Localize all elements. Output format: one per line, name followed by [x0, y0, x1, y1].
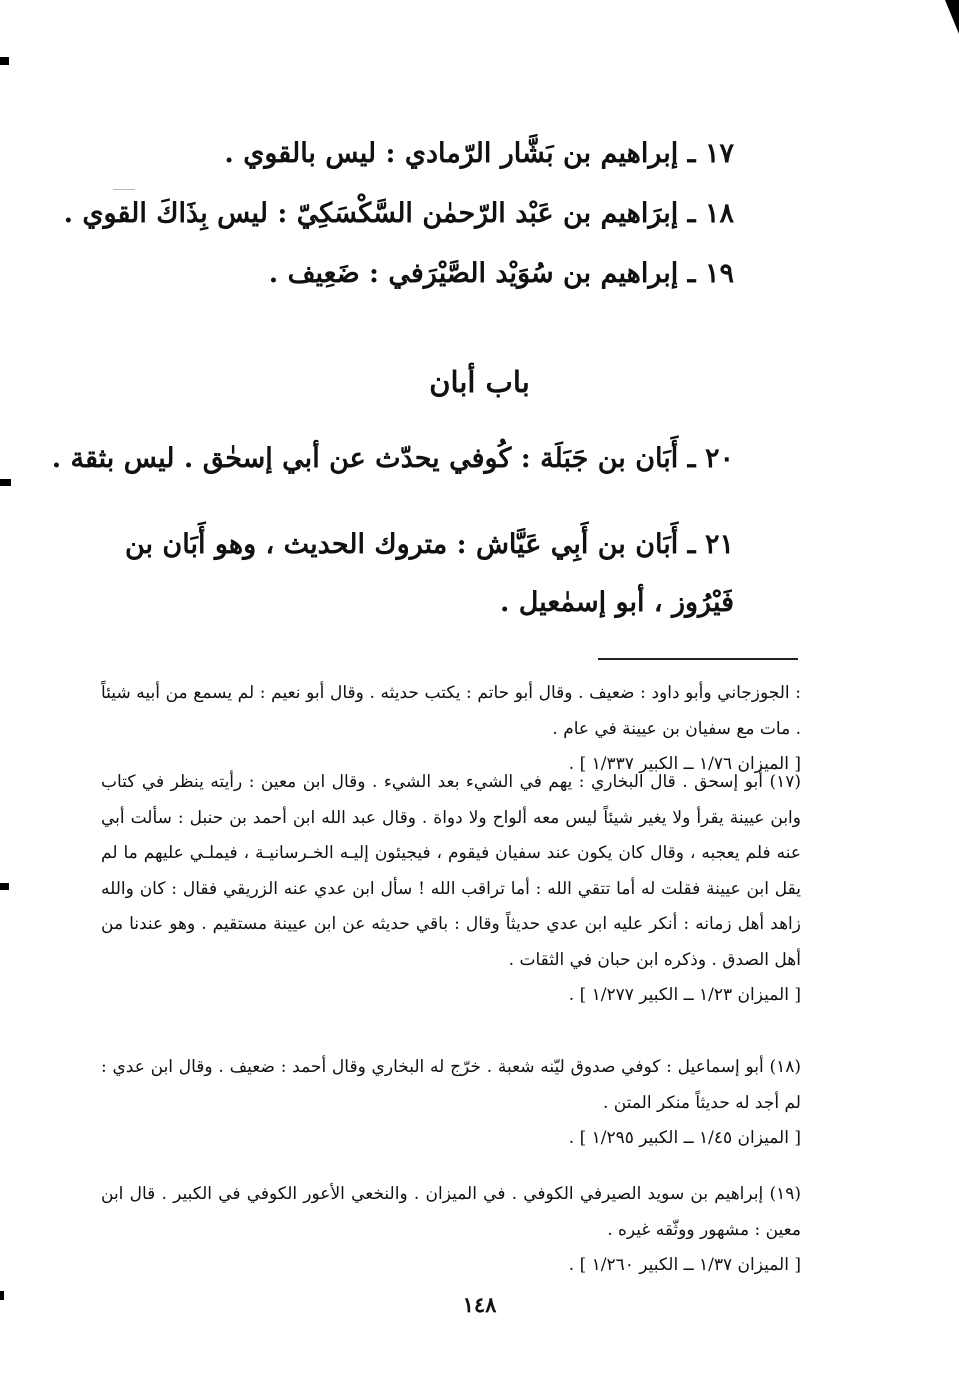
entry-21: ٢١ ـ أَبَان بن أَبِي عَيَّاش : متروك الحديث ، وهو أَبَان بن فَيْرُوز ، أبو إسمٰعيل . — [124, 529, 734, 618]
section-heading: باب أبان — [429, 365, 530, 399]
margin-mark — [0, 883, 9, 890]
margin-mark — [0, 57, 9, 65]
footnote-text: (١٨) أبو إسماعيل : كوفي صدوق ليّنه شعبة . خرّج له البخاري وقال أحمد : ضعيف . وقال ابن عدي : لم أجد له حديثاً منكر المتن . — [101, 1057, 801, 1113]
footnote-19 — [101, 1177, 801, 1284]
footnote-18 — [101, 1050, 801, 1157]
footnote-reference: [ الميزان ١/٤٥ ــ الكبير ١/٢٩٥ ] . — [568, 1128, 801, 1148]
footnote-text: (١٧) أبو إسحق . قال البخاري : يهم في الشيء بعد الشيء . وقال ابن معين : رأيته ينظر في كتاب وابن عيينة يقرأ ولا يغير شيئاً ليس معه ألواح ولا دواة . وقال عبد الله ابن أحمد بن حنبل : سألت أبي عنه فلم يعجبه ، وقال كان يكون عند سفيان فيقوم ، فيجيئون إليـه الخـرسانيـة ، فيملـي عليهم ما لم يقل ابن عيينة فقلت له أما تتقي الله : أما تراقب الله ! سأل ابن عدي عنه الزريقي فقال : كان والله زاهد أهل زمانه : أنكر عليه ابن عدي حديثاً وقال : باقي حديثه عن ابن عيينة مستقيم . وهو عندنا من أهل الصدق . وذكره ابن حبان في الثقات . — [101, 772, 801, 970]
corner-mark — [945, 0, 959, 34]
entry-17: ١٧ ـ إبراهيم بن بَشَّار الرّمادي : ليس بالقوي . — [224, 138, 734, 169]
entry-19: ١٩ ـ إبراهيم بن سُوَيْد الصَّيْرَفي : ضَعِيف . — [268, 258, 734, 289]
entry-18: ١٨ ـ إبرَاهيم بن عَبْد الرّحمٰن السَّكْسَكِيّ : ليس بِذَاكَ القوي . — [63, 198, 734, 229]
page-number: ١٤٨ — [462, 1292, 497, 1317]
footnote-reference: [ الميزان ١/٧٦ ــ الكبير ١/٣٣٧ ] . — [568, 754, 801, 774]
footnote-17 — [101, 765, 801, 1014]
scan-artifact — [113, 189, 135, 190]
footnote-separator — [598, 658, 798, 660]
footnote-reference: [ الميزان ١/٢٣ ــ الكبير ١/٢٧٧ ] . — [568, 985, 801, 1005]
footnote-reference: [ الميزان ١/٣٧ ــ الكبير ١/٢٦٠ ] . — [568, 1255, 801, 1275]
footnote-text: (١٩) إبراهيم بن سويد الصيرفي الكوفي . في الميزان . والنخعي الأعور الكوفي في الكبير . قال ابن معين : مشهور ووثّقه غيره . — [101, 1184, 801, 1240]
margin-mark — [0, 479, 11, 486]
entry-20: ٢٠ ـ أَبَان بن جَبَلَة : كُوفي يحدّث عن أبي إسحٰق . ليس بثقة . — [51, 443, 734, 474]
footnote-text: : الجوزجاني وأبو داود : ضعيف . وقال أبو حاتم : يكتب حديثه . وقال أبو نعيم : لم يسمع من أبيه شيئاً . مات مع سفيان بن عيينة في عام . — [101, 683, 801, 739]
